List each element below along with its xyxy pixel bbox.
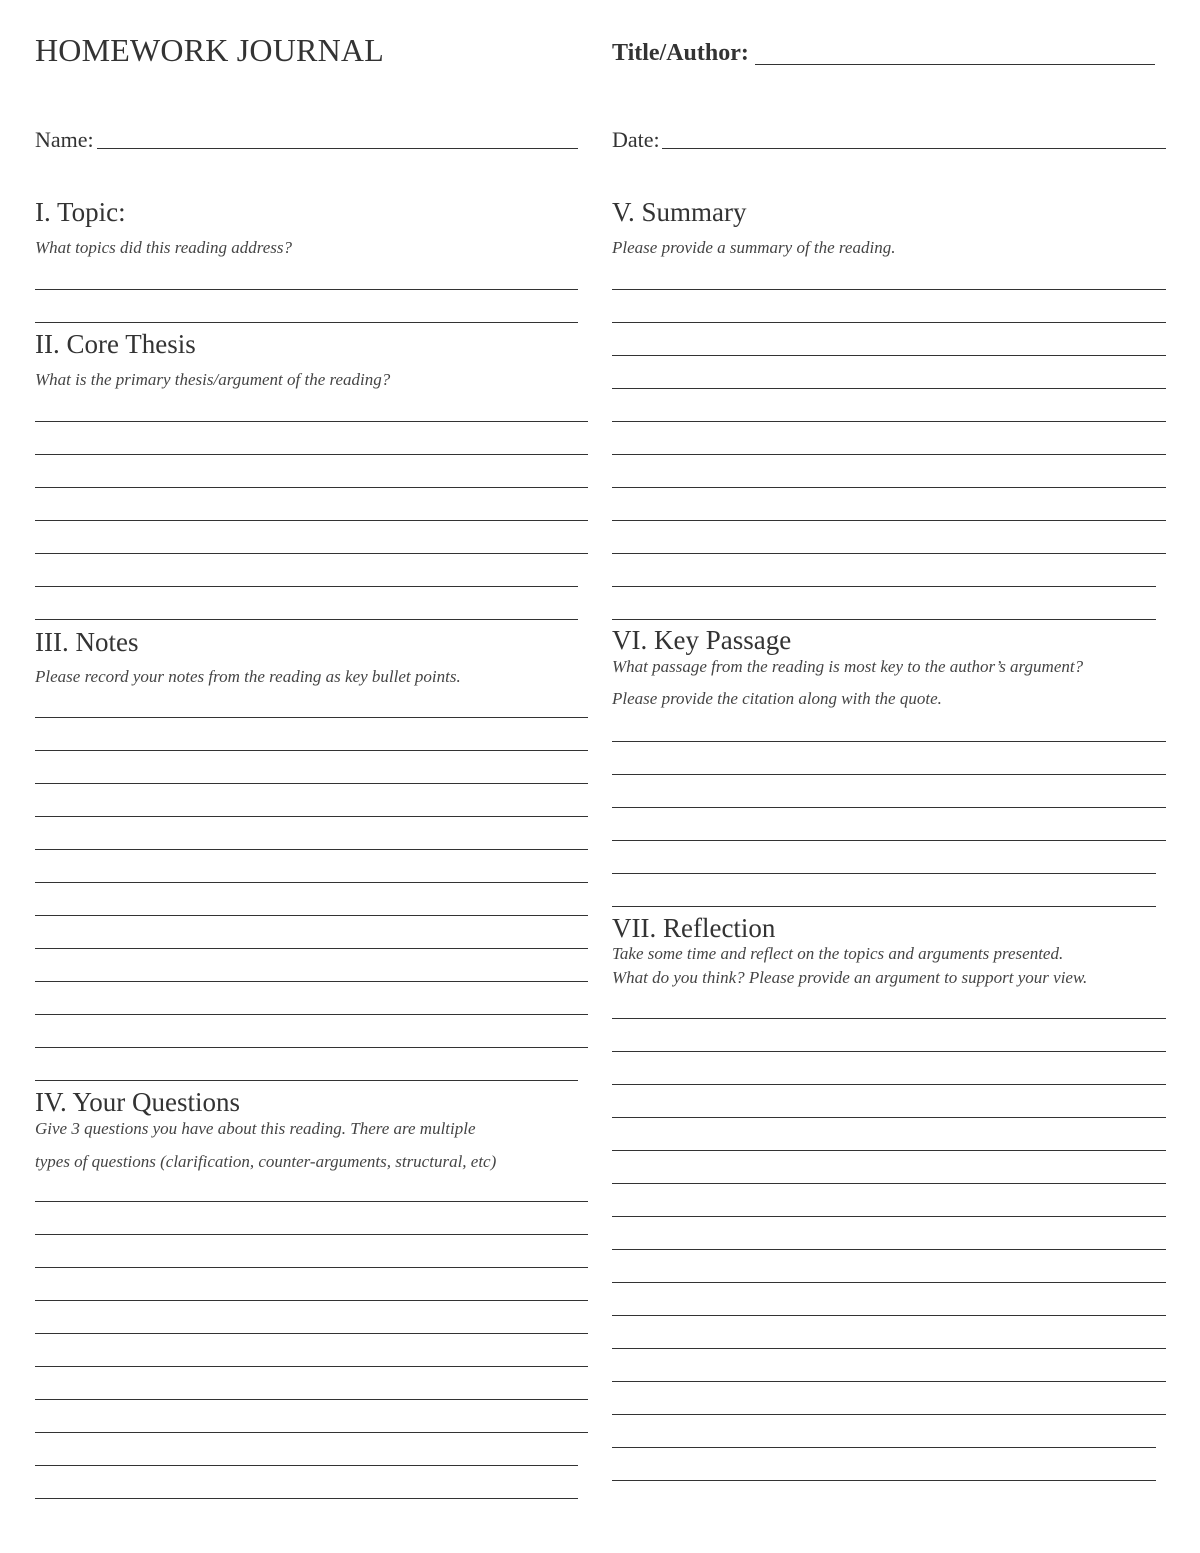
- reflection-heading: VII. Reflection: [612, 913, 776, 943]
- writing-line[interactable]: [35, 487, 588, 488]
- writing-line[interactable]: [612, 454, 1166, 455]
- writing-line[interactable]: [612, 553, 1166, 554]
- name-label: Name:: [35, 127, 94, 152]
- writing-line[interactable]: [612, 906, 1156, 907]
- writing-line[interactable]: [35, 849, 588, 850]
- writing-line[interactable]: [612, 1117, 1166, 1118]
- questions-prompt-line2: types of questions (clarification, counter-arguments, structural, etc): [35, 1152, 497, 1171]
- writing-line[interactable]: [612, 1150, 1166, 1151]
- writing-line[interactable]: [35, 1366, 588, 1367]
- date-field[interactable]: [662, 148, 1166, 149]
- writing-line[interactable]: [612, 741, 1166, 742]
- key-passage-prompt-line1: What passage from the reading is most key to the author’s argument?: [612, 657, 1084, 676]
- writing-line[interactable]: [612, 586, 1156, 587]
- topic-prompt: What topics did this reading address?: [35, 238, 293, 257]
- writing-line[interactable]: [612, 1216, 1166, 1217]
- writing-line[interactable]: [35, 1047, 588, 1048]
- writing-line[interactable]: [612, 487, 1166, 488]
- writing-line[interactable]: [35, 1399, 588, 1400]
- writing-line[interactable]: [35, 1432, 588, 1433]
- writing-line[interactable]: [612, 289, 1166, 290]
- writing-line[interactable]: [35, 1234, 588, 1235]
- writing-line[interactable]: [35, 948, 588, 949]
- reflection-prompt-line2: What do you think? Please provide an argument to support your view.: [612, 968, 1088, 987]
- writing-line[interactable]: [35, 553, 588, 554]
- writing-line[interactable]: [35, 981, 588, 982]
- writing-line[interactable]: [612, 807, 1166, 808]
- writing-line[interactable]: [35, 619, 578, 620]
- core-thesis-heading: II. Core Thesis: [35, 329, 196, 359]
- writing-line[interactable]: [35, 1267, 588, 1268]
- writing-line[interactable]: [35, 1080, 578, 1081]
- summary-prompt: Please provide a summary of the reading.: [612, 238, 896, 257]
- writing-line[interactable]: [612, 355, 1166, 356]
- writing-line[interactable]: [612, 388, 1166, 389]
- questions-heading: IV. Your Questions: [35, 1087, 241, 1117]
- writing-line[interactable]: [35, 1498, 578, 1499]
- date-label: Date:: [612, 127, 660, 152]
- notes-heading: III. Notes: [35, 627, 139, 657]
- questions-prompt-line1: Give 3 questions you have about this reading. There are multiple: [35, 1119, 476, 1138]
- writing-line[interactable]: [612, 873, 1156, 874]
- writing-line[interactable]: [35, 717, 588, 718]
- summary-heading: V. Summary: [612, 197, 747, 227]
- writing-line[interactable]: [35, 421, 588, 422]
- writing-line[interactable]: [35, 1465, 578, 1466]
- reflection-prompt-line1: Take some time and reflect on the topics and arguments presented.: [612, 944, 1064, 963]
- writing-line[interactable]: [35, 322, 578, 323]
- writing-line[interactable]: [612, 1381, 1166, 1382]
- notes-prompt: Please record your notes from the reading as key bullet points.: [35, 667, 461, 686]
- writing-line[interactable]: [612, 1480, 1156, 1481]
- writing-line[interactable]: [35, 816, 588, 817]
- writing-line[interactable]: [35, 750, 588, 751]
- writing-line[interactable]: [612, 421, 1166, 422]
- core-thesis-prompt: What is the primary thesis/argument of the reading?: [35, 370, 391, 389]
- writing-line[interactable]: [35, 1201, 588, 1202]
- writing-line[interactable]: [35, 915, 588, 916]
- name-field[interactable]: [97, 148, 578, 149]
- writing-line[interactable]: [612, 322, 1166, 323]
- writing-line[interactable]: [612, 1051, 1166, 1052]
- writing-line[interactable]: [35, 520, 588, 521]
- writing-line[interactable]: [35, 454, 588, 455]
- writing-line[interactable]: [612, 840, 1166, 841]
- writing-line[interactable]: [612, 774, 1166, 775]
- writing-line[interactable]: [35, 783, 588, 784]
- writing-line[interactable]: [35, 289, 578, 290]
- page-title: HOMEWORK JOURNAL: [35, 32, 384, 68]
- writing-line[interactable]: [612, 1183, 1166, 1184]
- writing-line[interactable]: [612, 1018, 1166, 1019]
- writing-line[interactable]: [612, 1282, 1166, 1283]
- writing-line[interactable]: [612, 1249, 1166, 1250]
- title-author-field[interactable]: [755, 64, 1155, 65]
- title-author-label: Title/Author:: [612, 40, 749, 66]
- writing-line[interactable]: [612, 1447, 1156, 1448]
- writing-line[interactable]: [612, 1084, 1166, 1085]
- writing-line[interactable]: [612, 619, 1156, 620]
- writing-line[interactable]: [612, 1348, 1166, 1349]
- writing-line[interactable]: [35, 1300, 588, 1301]
- writing-line[interactable]: [35, 1014, 588, 1015]
- writing-line[interactable]: [612, 520, 1166, 521]
- key-passage-heading: VI. Key Passage: [612, 625, 792, 655]
- key-passage-prompt-line2: Please provide the citation along with the quote.: [612, 689, 942, 708]
- writing-line[interactable]: [35, 586, 578, 587]
- topic-heading: I. Topic:: [35, 197, 126, 227]
- writing-line[interactable]: [35, 1333, 588, 1334]
- writing-line[interactable]: [612, 1315, 1166, 1316]
- writing-line[interactable]: [35, 882, 588, 883]
- writing-line[interactable]: [612, 1414, 1166, 1415]
